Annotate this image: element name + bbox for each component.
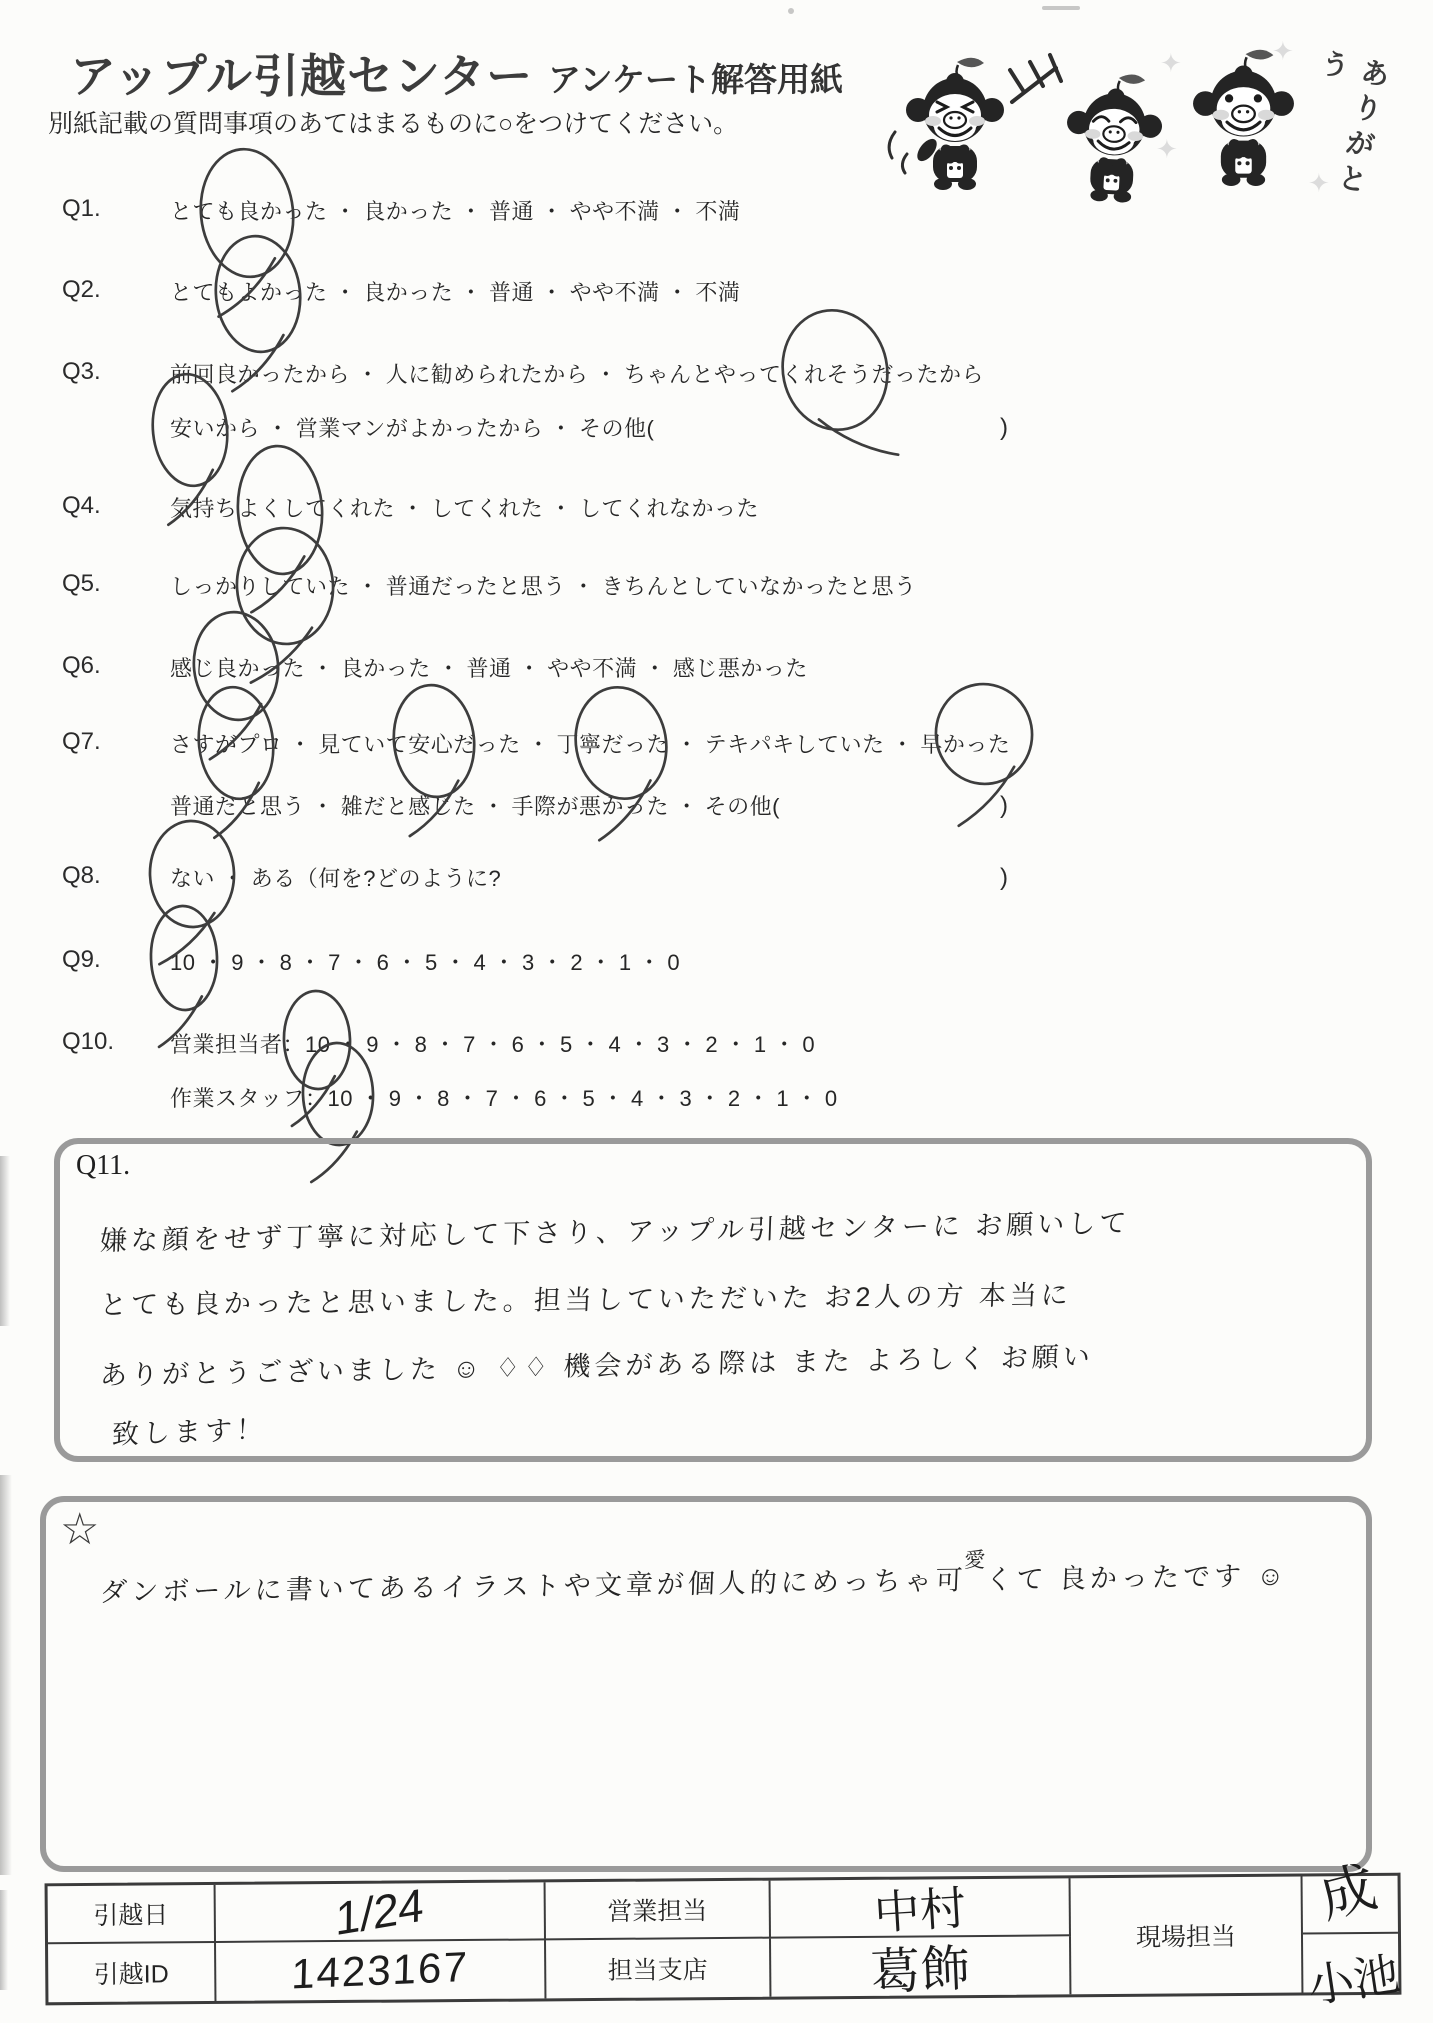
star-inserted-char: 愛 <box>963 1548 990 1573</box>
site-crew-name-2: 小池 <box>1303 1947 1403 2013</box>
svg-text:✦: ✦ <box>1156 134 1178 164</box>
smiley-doodle-icon: ☺ <box>1255 1560 1289 1592</box>
move-id-label: 引越ID <box>93 1960 169 1989</box>
svg-text:✦: ✦ <box>1160 48 1182 78</box>
site-crew-label: 現場担当 <box>1135 1922 1237 1952</box>
close-paren: ) <box>1000 864 1008 891</box>
star-icon: ☆ <box>60 1505 100 1554</box>
question-options: 営業担当者：10 ・ 9 ・ 8 ・ 7 ・ 6 ・ 5 ・ 4 ・ 3 ・ 2 ・ 1 ・ 0 <box>170 1032 816 1057</box>
scan-speck <box>1042 6 1080 10</box>
move-date-value: 1/24 <box>335 1877 425 1946</box>
question-id: Q4. <box>62 492 101 519</box>
instruction-text: 別紙記載の質問事項のあてはまるものに○をつけてください。 <box>48 110 739 138</box>
form-title: アンケート解答用紙 <box>548 61 844 98</box>
question-id: Q9. <box>62 946 101 973</box>
star-text-before: ダンボールに書いてあるイラストや文章が個人的にめっちゃ可 <box>99 1565 968 1608</box>
close-paren: ) <box>1000 792 1008 819</box>
question-options: 作業スタッフ：10 ・ 9 ・ 8 ・ 7 ・ 6 ・ 5 ・ 4 ・ 3 ・ 2 ・ 1 ・ 0 <box>170 1086 838 1111</box>
svg-text:✦: ✦ <box>1308 168 1330 198</box>
question-options: 感じ良かった ・ 良かった ・ 普通 ・ やや不満 ・ 感じ悪かった <box>170 656 808 681</box>
question-options: 安いから ・ 営業マンがよかったから ・ その他( <box>170 416 655 441</box>
scan-speck <box>788 8 794 14</box>
move-id-value: 1423167 <box>290 1942 470 1998</box>
q11-handwritten-line-1: 嫌な顔をせず丁寧に対応して下さり、アップル引越センターに お願いして <box>99 1207 1131 1257</box>
close-paren: ) <box>1000 414 1008 441</box>
question-options: とても良かった ・ 良かった ・ 普通 ・ やや不満 ・ 不満 <box>170 199 741 224</box>
q11-handwritten-line-2: とても良かったと思いました。担当していただいた お2人の方 本当に <box>99 1279 1073 1321</box>
sales-rep-value: 中村 <box>872 1881 968 1940</box>
q11-handwritten-line-4: 致します！ <box>111 1414 268 1450</box>
question-options: さすがプロ ・ 見ていて安心だった ・ 丁寧だった ・ テキパキしていた ・ 早かった <box>170 732 1011 757</box>
question-options: とてもよかった ・ 良かった ・ 普通 ・ やや不満 ・ 不満 <box>170 280 741 305</box>
question-options: しっかりしていた ・ 普通だったと思う ・ きちんとしていなかったと思う <box>170 574 917 599</box>
branch-value: 葛飾 <box>869 1940 972 2001</box>
question-id: Q5. <box>62 570 101 597</box>
question-options: ない ・ ある（何を?どのように? <box>170 866 502 891</box>
move-date-label: 引越日 <box>93 1901 169 1930</box>
question-id: Q6. <box>62 652 101 679</box>
site-crew-name-1: 成 <box>1312 1854 1383 1930</box>
question-options: 気持ちよくしてくれた ・ してくれた ・ してくれなかった <box>170 496 759 521</box>
question-options: 前回良かったから ・ 人に勧められたから ・ ちゃんとやってくれそうだったから <box>170 362 984 387</box>
question-id: Q1. <box>62 195 101 222</box>
scan-edge-artifact <box>0 1475 12 1875</box>
question-id: Q8. <box>62 862 101 889</box>
question-options: 10 ・ 9 ・ 8 ・ 7 ・ 6 ・ 5 ・ 4 ・ 3 ・ 2 ・ 1 ・ 0 <box>170 950 681 975</box>
sales-rep-label: 営業担当 <box>607 1897 708 1926</box>
brand-title: アップル引越センター <box>70 50 534 102</box>
svg-text:✦: ✦ <box>1272 40 1294 66</box>
question-id: Q7. <box>62 728 101 755</box>
question-options: 普通だと思う ・ 雑だと感じた ・ 手際が悪かった ・ その他( <box>170 794 781 819</box>
question-id: Q3. <box>62 358 101 385</box>
scan-edge-artifact <box>0 1890 8 1990</box>
sparkle-hash-icon <box>1010 55 1061 102</box>
scan-edge-artifact <box>0 1156 10 1326</box>
question-id: Q10. <box>62 1028 115 1055</box>
branch-label: 担当支店 <box>607 1956 708 1985</box>
question-id: Q2. <box>62 276 101 303</box>
star-comment-box <box>40 1496 1372 1872</box>
thanks-note: ありがとう <box>1312 45 1392 202</box>
q11-handwritten-line-3: ありがとうございました ☺ ♢♢ 機会がある際は また よろしく お願い <box>99 1341 1095 1391</box>
star-text-after: くて 良かったです <box>984 1561 1246 1595</box>
q11-label: Q11. <box>76 1150 131 1181</box>
footer-info-table <box>45 1854 1403 2013</box>
